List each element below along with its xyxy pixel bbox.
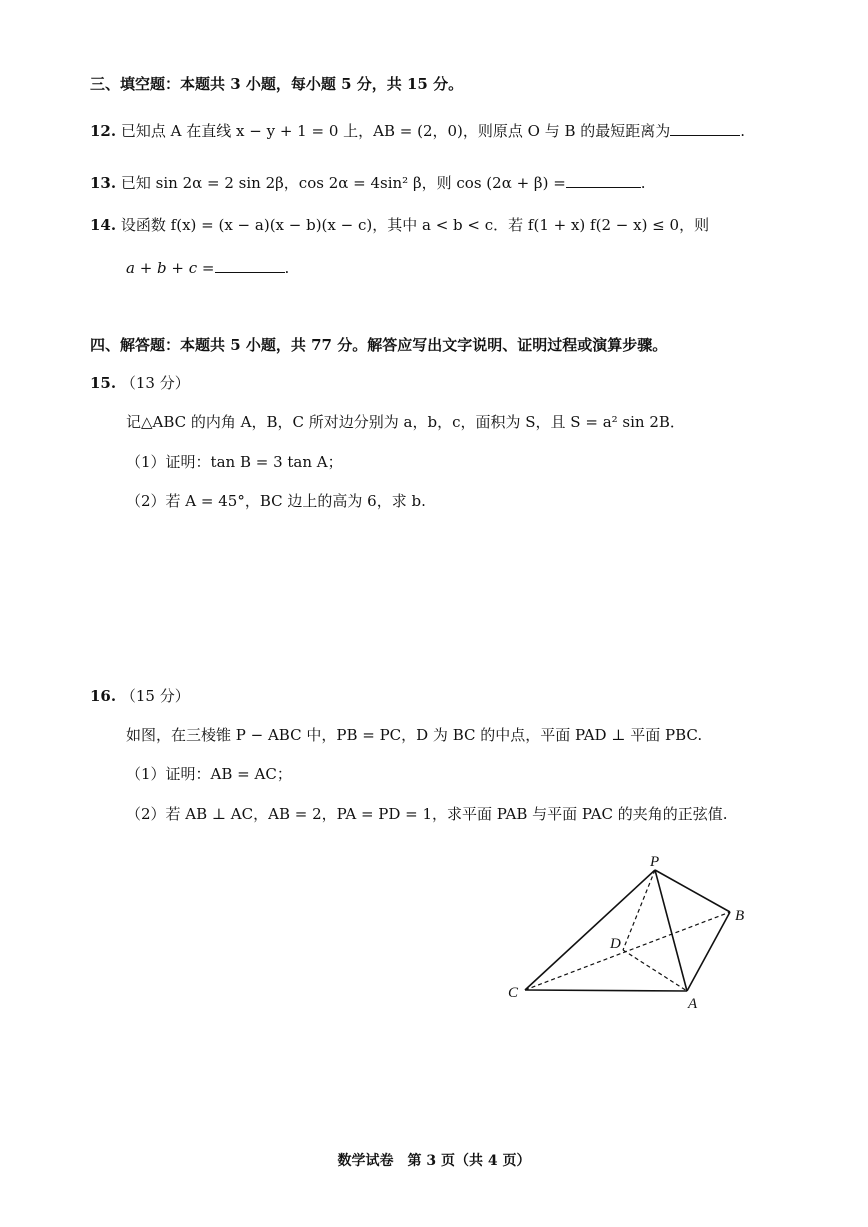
question-16-part2: （2）若 AB ⊥ AC，AB = 2，PA = PD = 1，求平面 PAB 与平面 PAC 的夹角的正弦值. xyxy=(126,805,728,823)
edge-ab xyxy=(687,912,730,991)
question-15-part1: （1）证明：tan B = 3 tan A； xyxy=(126,453,343,471)
edge-pd-hidden xyxy=(623,870,655,950)
section-3-heading: 三、填空题：本题共 3 小题，每小题 5 分，共 15 分。 xyxy=(90,75,464,93)
edge-ca xyxy=(525,990,687,991)
question-12-text: 已知点 A 在直线 x − y + 1 = 0 上，AB = (2，0)，则原点 O 与 B 的最短距离为 xyxy=(120,122,671,140)
question-14-end: . xyxy=(284,259,290,277)
question-13-end: . xyxy=(640,174,646,192)
question-12 xyxy=(90,119,745,142)
label-b: B xyxy=(735,908,745,924)
question-16-number: 16. xyxy=(90,687,117,705)
question-15-score: （13 分） xyxy=(120,374,190,392)
question-14-cont: a + b + c = xyxy=(126,259,215,277)
question-14-number: 14. xyxy=(90,216,117,234)
section-4-heading: 四、解答题：本题共 5 小题，共 77 分。解答应写出文字说明、证明过程或演算步骤。 xyxy=(90,336,668,354)
label-d: D xyxy=(610,936,621,952)
question-15-stem: 记△ABC 的内角 A，B，C 所对边分别为 a，b，c，面积为 S，且 S = a² sin 2B． xyxy=(126,413,685,431)
question-12-number: 12. xyxy=(90,122,117,140)
answer-blank xyxy=(566,171,641,188)
question-16-part1: （1）证明：AB = AC； xyxy=(126,765,292,783)
answer-blank xyxy=(215,256,285,273)
question-16-stem: 如图，在三棱锥 P − ABC 中，PB = PC，D 为 BC 的中点，平面 PAD ⊥ 平面 PBC. xyxy=(126,726,703,744)
question-16-score: （15 分） xyxy=(120,687,190,705)
page-footer: 数学试卷 第 3 页（共 4 页） xyxy=(337,1153,531,1169)
edge-pb xyxy=(655,870,730,912)
answer-blank xyxy=(670,119,740,136)
edge-pc xyxy=(525,870,655,990)
question-14 xyxy=(90,214,709,236)
question-16-header xyxy=(90,685,190,707)
question-14-text: 设函数 f(x) = (x − a)(x − b)(x − c)，其中 a < b < c．若 f(1 + x) f(2 − x) ≤ 0，则 xyxy=(120,216,710,234)
label-c: C xyxy=(508,985,519,1001)
edge-cb-hidden xyxy=(525,912,730,990)
question-13 xyxy=(90,171,646,194)
pyramid-figure xyxy=(490,850,790,1020)
question-12-end: . xyxy=(740,122,746,140)
question-15-number: 15. xyxy=(90,374,117,392)
question-13-number: 13. xyxy=(90,174,117,192)
question-13-text: 已知 sin 2α = 2 sin 2β，cos 2α = 4sin² β，则 cos (2α + β) = xyxy=(120,174,566,192)
question-14-continuation xyxy=(126,256,289,279)
label-a: A xyxy=(688,996,698,1012)
question-15-part2: （2）若 A = 45°，BC 边上的高为 6，求 b. xyxy=(126,492,426,510)
label-p: P xyxy=(650,854,660,870)
question-15-header xyxy=(90,372,190,394)
